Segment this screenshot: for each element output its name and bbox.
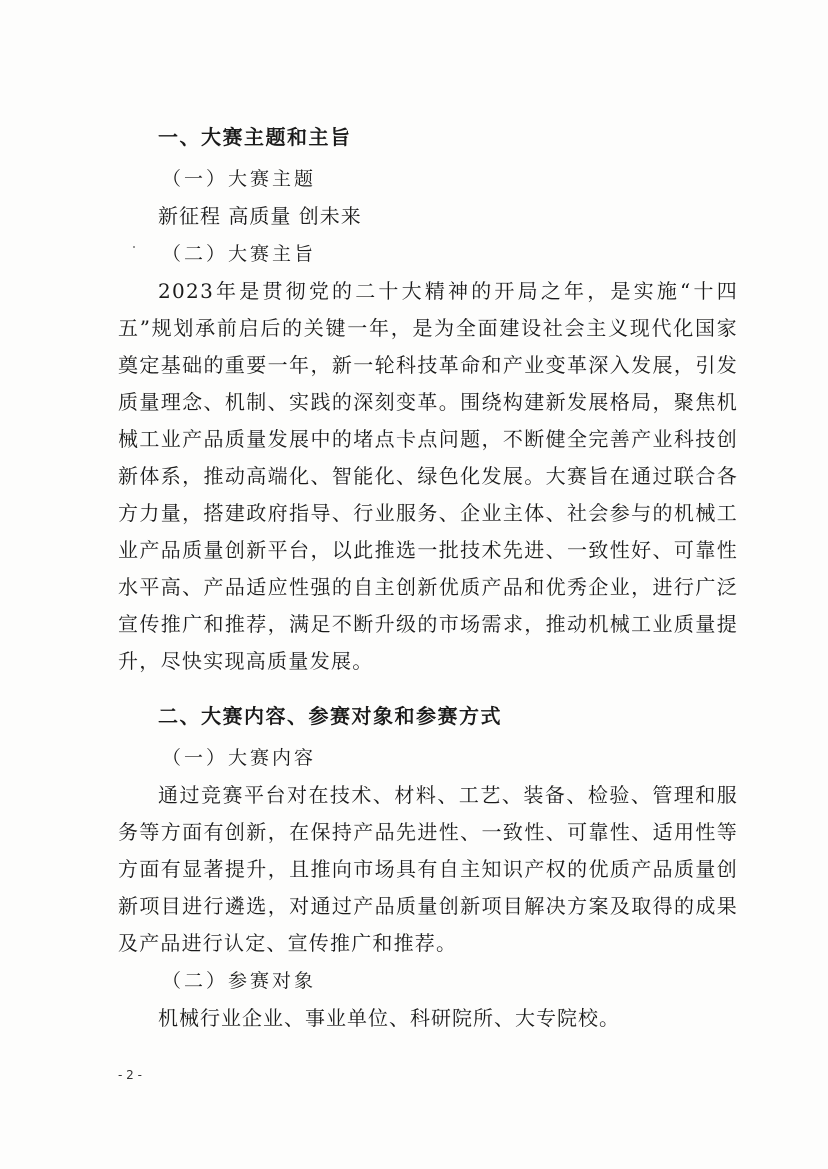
participants-text: 机械行业企业、事业单位、科研院所、大专院校。 bbox=[158, 1006, 620, 1030]
competition-theme-text: 新征程 高质量 创未来 bbox=[158, 204, 362, 228]
document-body bbox=[118, 114, 738, 1037]
competition-purpose-paragraph: 2023年是贯彻党的二十大精神的开局之年，是实施“十四五”规划承前启后的关键一年，是为全面建设社会主义现代化国家奠定基础的重要一年，新一轮科技革命和产业变革深入发展，引发质量理念、机制、实践的深刻变革。围绕构建新发展格局，聚焦机械工业产品质量发展中的堵点卡点问题，不断健全完善产业科技创新体系，推动高端化、智能化、绿色化发展。大赛旨在通过联合各方力量，搭建政府指导、行业服务、企业主体、社会参与的机械工业产品质量创新平台，以此推选一批技术先进、一致性好、可靠性水平高、产品适应性强的自主创新优质产品和优秀企业，进行广泛宣传推广和推荐，满足不断升级的市场需求，推动机械工业质量提升，尽快实现高质量发展。 bbox=[118, 279, 738, 673]
section-1-1-heading: （一）大赛主题 bbox=[162, 168, 317, 190]
page-number: - 2 - bbox=[118, 1068, 142, 1082]
section-1-heading: 一、大赛主题和主旨 bbox=[158, 125, 352, 149]
section-2-1-heading: （一）大赛内容 bbox=[162, 747, 317, 769]
competition-content-paragraph: 通过竞赛平台对在技术、材料、工艺、装备、检验、管理和服务等方面有创新，在保持产品先进性、一致性、可靠性、适用性等方面有显著提升，且推向市场具有自主知识产权的优质产品质量创新项目进行遴选，对通过产品质量创新项目解决方案及取得的成果及产品进行认定、宣传推广和推荐。 bbox=[118, 783, 738, 955]
section-2-2-heading: （二）参赛对象 bbox=[162, 970, 317, 992]
section-1-2-heading: （二）大赛主旨 bbox=[162, 243, 317, 265]
section-2-heading: 二、大赛内容、参赛对象和参赛方式 bbox=[158, 704, 502, 728]
